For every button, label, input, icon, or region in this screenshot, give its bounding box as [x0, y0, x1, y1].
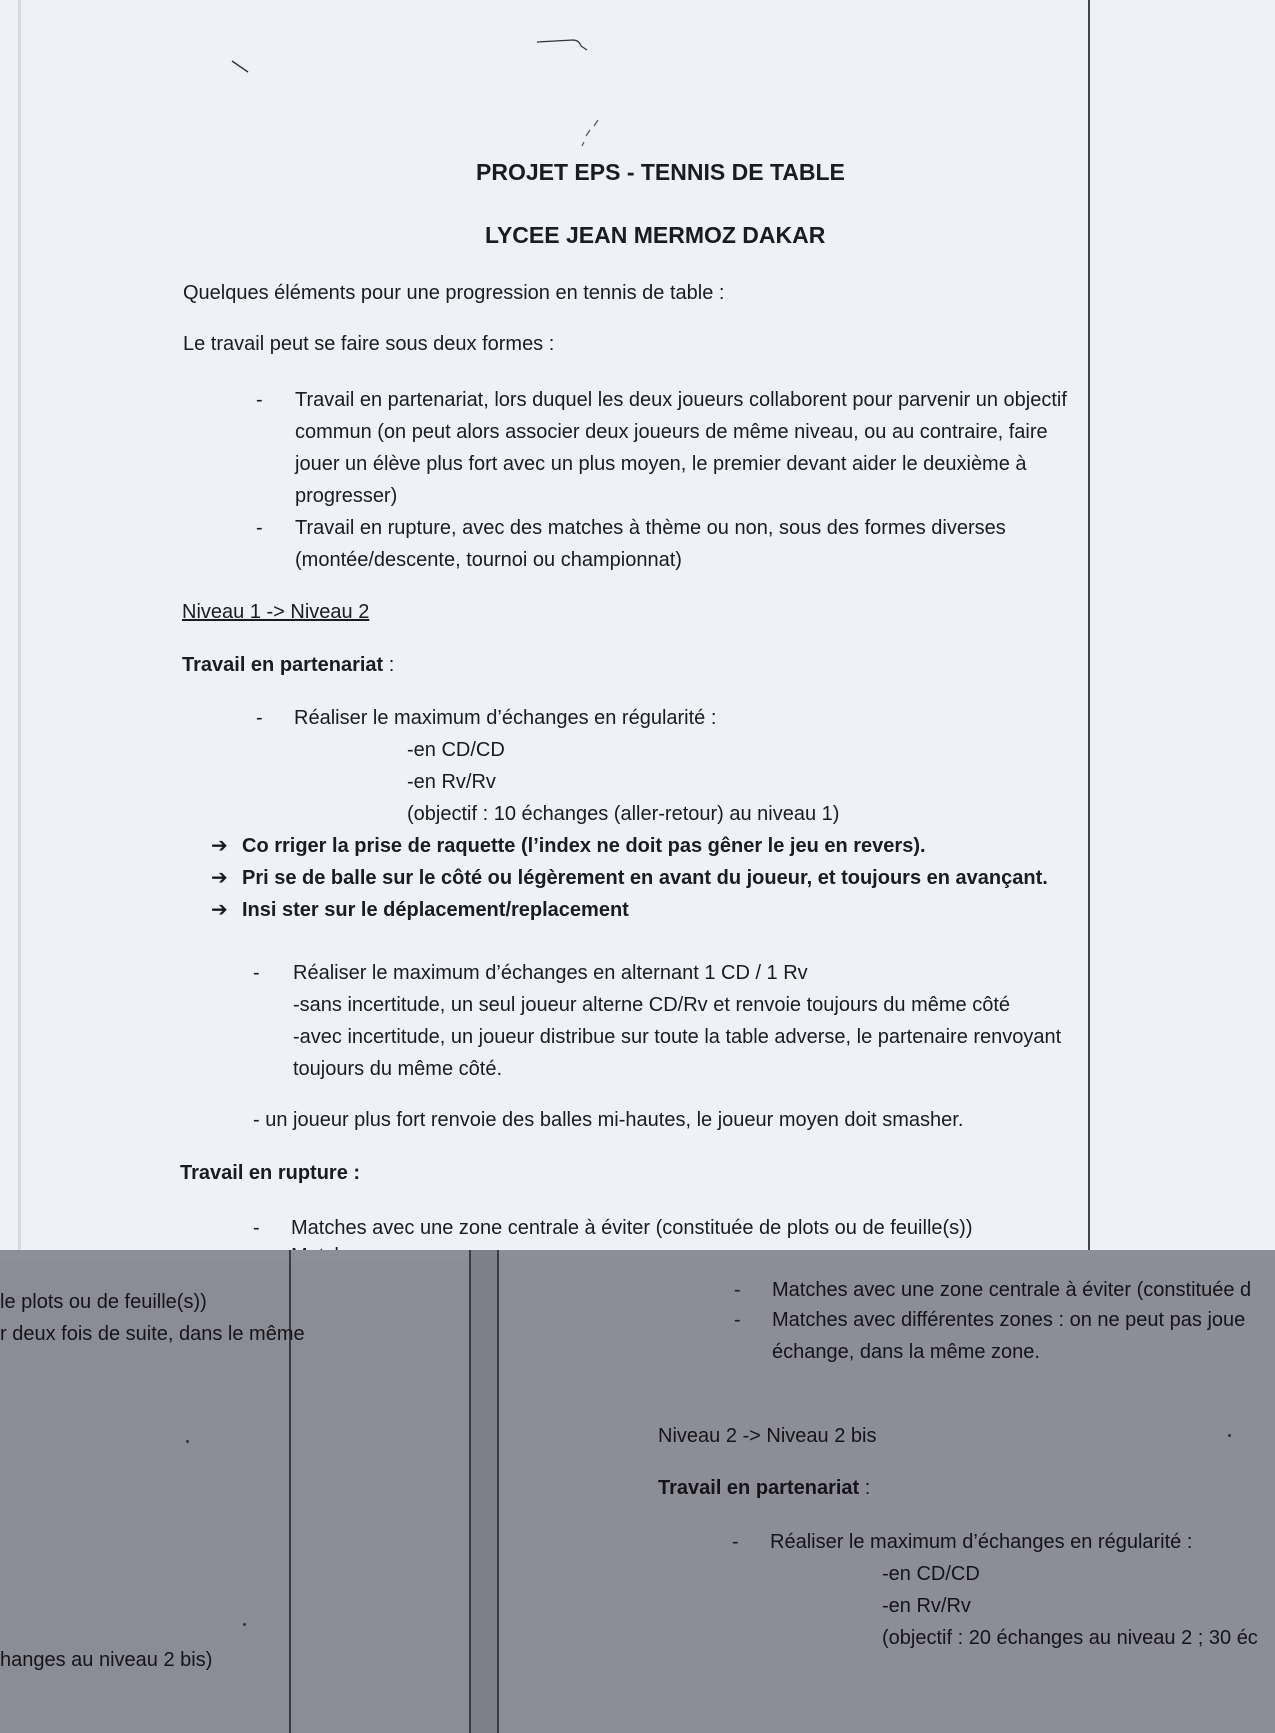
list-item-line: progresser) [295, 485, 398, 507]
list-dash: - [732, 1531, 739, 1553]
subsection-heading: Travail en rupture : [180, 1162, 361, 1184]
exercise-sub-line: -en CD/CD [882, 1563, 980, 1585]
scan-edge-line [469, 1250, 471, 1733]
list-dash: - [253, 962, 260, 984]
section-heading: Niveau 2 -> Niveau 2 bis [658, 1425, 877, 1447]
arrow-point: Insi ster sur le déplacement/replacement [242, 899, 629, 921]
intro-line: Quelques éléments pour une progression en tennis de table : [183, 282, 725, 304]
fragment-line: Matches avec différentes zones : on ne peut pas joue [772, 1309, 1246, 1331]
document-subtitle: LYCEE JEAN MERMOZ DAKAR [485, 222, 826, 248]
fragment-line: Matches avec une zone centrale à éviter (constituée d [772, 1279, 1252, 1301]
arrow-point: Pri se de balle sur le côté ou légèrement en avant du joueur, et toujours en avançant. [242, 867, 1048, 889]
list-item-line: (montée/descente, tournoi ou championnat) [295, 549, 682, 571]
fragment-line: échange, dans la même zone. [772, 1341, 1040, 1363]
exercise-sub-line: (objectif : 10 échanges (aller-retour) au niveau 1) [407, 803, 840, 825]
list-dash: - [256, 707, 263, 729]
list-item-line: Travail en rupture, avec des matches à thème ou non, sous des formes diverses [295, 517, 1006, 539]
list-dash: - [734, 1279, 741, 1301]
fragment-line: le plots ou de feuille(s)) [0, 1291, 207, 1313]
subsection-heading: Travail en partenariat : [182, 654, 395, 676]
exercise-sub-line: -avec incertitude, un joueur distribue sur toute la table adverse, le partenaire renvoyant [293, 1026, 1062, 1048]
scan-speck [1228, 1434, 1231, 1437]
list-dash: - [256, 517, 263, 539]
section-heading: Niveau 1 -> Niveau 2 [182, 601, 370, 623]
scan-overlap-area [0, 1250, 1275, 1733]
list-dash: - [734, 1309, 741, 1331]
intro-line: Le travail peut se faire sous deux formes : [183, 333, 555, 355]
exercise-sub-line: (objectif : 20 échanges au niveau 2 ; 30 éc [882, 1627, 1258, 1649]
exercise-line: Réaliser le maximum d’échanges en régularité : [294, 707, 717, 729]
list-item-line: jouer un élève plus fort avec un plus moyen, le premier devant aider le deuxième à [295, 453, 1027, 475]
scan-speck [243, 1623, 246, 1626]
list-item-line: Travail en partenariat, lors duquel les deux joueurs collaborent pour parvenir un objectif [295, 389, 1067, 411]
list-item-line: commun (on peut alors associer deux joueurs de même niveau, ou au contraire, faire [295, 421, 1048, 443]
fragment-line: hanges au niveau 2 bis) [0, 1649, 213, 1671]
exercise-line: - un joueur plus fort renvoie des balles mi-hautes, le joueur moyen doit smasher. [253, 1109, 964, 1131]
scan-speck [186, 1440, 189, 1443]
scan-edge-line [497, 1250, 499, 1733]
subsection-heading: Travail en partenariat : [658, 1477, 871, 1499]
pen-scribble-mark [535, 34, 595, 58]
fragment-line: r deux fois de suite, dans le même [0, 1323, 305, 1345]
exercise-line: Réaliser le maximum d’échanges en régularité : [770, 1531, 1193, 1553]
arrow-icon: ➔ [211, 867, 228, 889]
scan-gap [470, 1250, 498, 1733]
arrow-icon: ➔ [211, 835, 228, 857]
exercise-sub-line: -sans incertitude, un seul joueur alterne CD/Rv et renvoie toujours du même côté [293, 994, 1011, 1016]
exercise-line: Réaliser le maximum d’échanges en alternant 1 CD / 1 Rv [293, 962, 808, 984]
scan-fold-line [1088, 0, 1090, 1250]
arrow-point: Co rriger la prise de raquette (l’index ne doit pas gêner le jeu en revers). [242, 835, 926, 857]
list-dash: - [256, 389, 263, 411]
exercise-line: Matches avec une zone centrale à éviter (constituée de plots ou de feuille(s)) [291, 1217, 973, 1239]
arrow-icon: ➔ [211, 899, 228, 921]
document-title: PROJET EPS - TENNIS DE TABLE [476, 159, 845, 185]
exercise-sub-line: toujours du même côté. [293, 1058, 502, 1080]
exercise-sub-line: -en Rv/Rv [407, 771, 496, 793]
exercise-sub-line: -en Rv/Rv [882, 1595, 971, 1617]
list-dash: - [253, 1217, 260, 1239]
pen-tick-mark [230, 58, 252, 76]
pen-stroke-mark [576, 116, 606, 156]
exercise-sub-line: -en CD/CD [407, 739, 505, 761]
